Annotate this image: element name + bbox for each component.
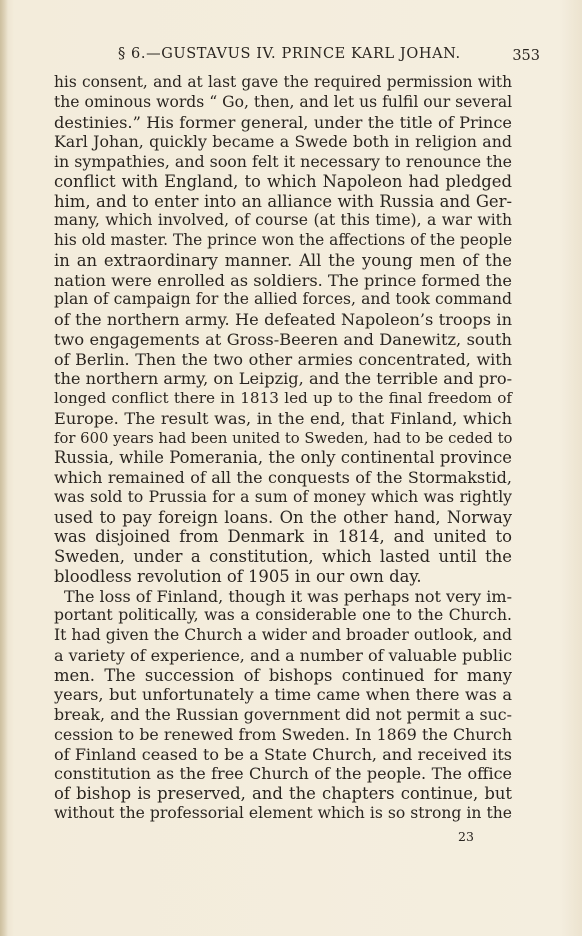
text-line: nation were enrolled as soldiers. The prince formed the	[54, 270, 512, 290]
text-line: portant politically, was a considerable one to the Church.	[54, 606, 512, 625]
text-line: longed conflict there in 1813 led up to the final freedom of	[54, 389, 512, 407]
text-line: Russia, while Pomerania, the only continental province	[54, 448, 512, 468]
text-line: Karl Johan, quickly became a Swede both in religion and	[54, 132, 512, 152]
text-line: of bishop is preserved, and the chapters continue, but	[54, 784, 512, 803]
text-line: many, which involved, of course (at this time), a war with	[54, 211, 512, 230]
text-line: his consent, and at last gave the required permission with	[54, 73, 512, 91]
text-line: Europe. The result was, in the end, that Finland, which	[54, 408, 512, 428]
body-text	[54, 73, 512, 824]
text-line: plan of campaign for the allied forces, and took command	[54, 290, 512, 309]
running-head-title: § 6.—GUSTAVUS IV. PRINCE KARL JOHAN.	[118, 46, 461, 62]
text-line: was disjoined from Denmark in 1814, and united to	[54, 527, 512, 547]
text-line: used to pay foreign loans. On the other hand, Norway	[54, 507, 512, 527]
text-line: for 600 years had been united to Sweden, had to be ceded to	[54, 429, 513, 447]
text-line: the ominous words “ Go, then, and let us fulfil our several	[54, 92, 513, 111]
text-line: him, and to enter into an alliance with Russia and Ger-	[54, 191, 512, 211]
text-line: his old master. The prince won the affections of the people	[54, 231, 513, 249]
text-line: two engagements at Gross-Beeren and Danewitz, south	[54, 329, 512, 349]
text-line: in sympathies, and soon felt it necessary to renounce the	[54, 152, 512, 171]
page-spine-shadow	[0, 0, 8, 936]
text-line: of the northern army. He defeated Napoleon’s troops in	[54, 310, 512, 329]
text-line: years, but unfortunately a time came when there was a	[54, 685, 512, 705]
text-line: a variety of experience, and a number of valuable public	[54, 645, 513, 665]
text-line: which remained of all the conquests of the Stormakstid,	[54, 468, 512, 487]
text-line: of Finland ceased to be a State Church, and received its	[54, 744, 512, 764]
text-line: It had given the Church a wider and broader outlook, and	[54, 626, 512, 644]
signature-mark: 23	[458, 829, 474, 844]
text-line: The loss of Finland, though it was perhaps not very im-	[64, 586, 512, 606]
text-line: break, and the Russian government did not permit a suc-	[54, 705, 512, 724]
text-line: cession to be renewed from Sweden. In 1869 the Church	[54, 724, 512, 744]
text-line: conflict with England, to which Napoleon had pledged	[54, 171, 512, 191]
text-line: of Berlin. Then the two other armies concentrated, with	[54, 349, 512, 369]
running-header	[0, 46, 582, 68]
text-line: men. The succession of bishops continued for many	[54, 665, 512, 685]
text-line: destinies.” His former general, under the title of Prince	[54, 112, 512, 132]
text-line: constitution as the free Church of the people. The office	[54, 764, 512, 784]
text-line: in an extraordinary manner. All the young men of the	[54, 250, 512, 270]
page-number: 353	[512, 48, 540, 64]
paragraph-1	[54, 73, 512, 587]
text-line: the northern army, on Leipzig, and the terrible and pro-	[54, 369, 513, 389]
text-line: was sold to Prussia for a sum of money which was rightly	[54, 487, 512, 506]
text-line: without the professorial element which is so strong in the	[54, 803, 512, 822]
text-line: bloodless revolution of 1905 in our own day.	[54, 566, 422, 586]
text-line: Sweden, under a constitution, which lasted until the	[54, 547, 512, 566]
paragraph-2	[54, 587, 512, 824]
